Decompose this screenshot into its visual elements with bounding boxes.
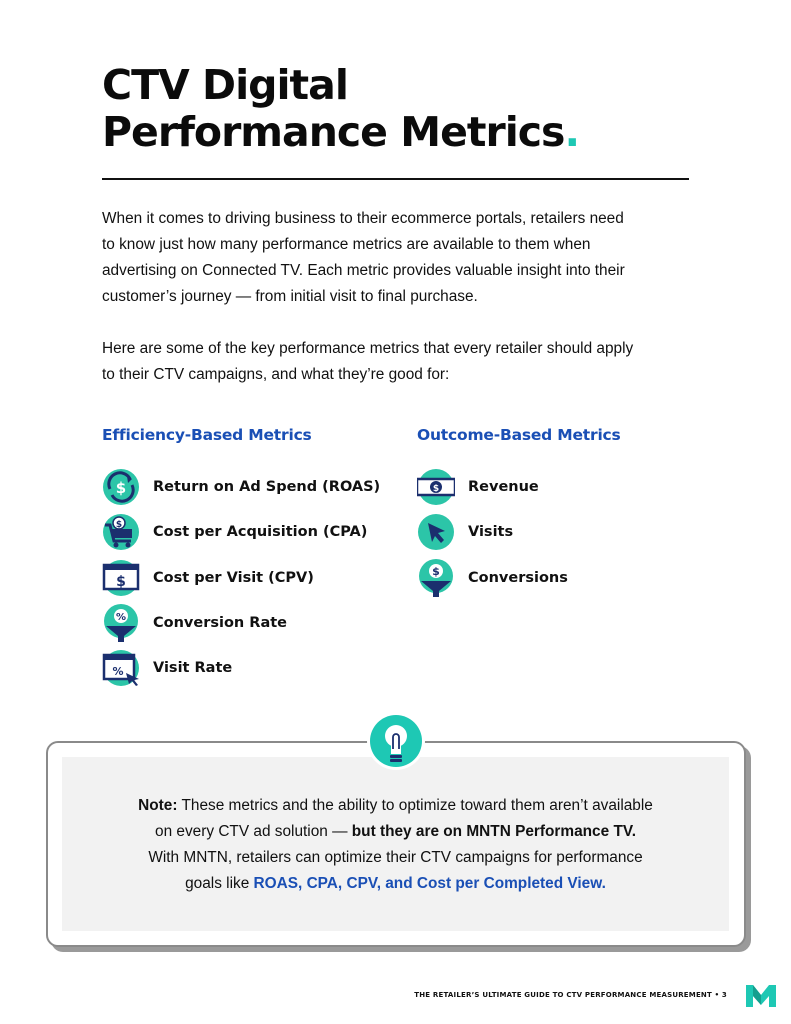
note-line-4 [62, 871, 729, 897]
intro-line: to know just how many performance metrics are available to them when [102, 236, 591, 253]
intro-line: Here are some of the key performance metrics that every retailer should apply [102, 340, 634, 357]
metric-label: Conversions [468, 570, 568, 586]
metric-label: Return on Ad Spend (ROAS) [153, 479, 381, 495]
note-line-2 [62, 819, 729, 845]
metric-cpv [102, 559, 314, 597]
page-footer: THE RETAILER’S ULTIMATE GUIDE TO CTV PERFORMANCE MEASUREMENT • 3 [414, 991, 727, 999]
title-line-2 [102, 109, 702, 156]
shopping-cart-icon [102, 513, 140, 551]
metric-label: Cost per Visit (CPV) [153, 570, 314, 586]
intro-line: advertising on Connected TV. Each metric provides valuable insight into their [102, 262, 625, 279]
metric-visits [417, 513, 513, 551]
note-text-span: These metrics and the ability to optimize toward them aren’t available [177, 797, 653, 814]
efficiency-heading: Efficiency-Based Metrics [102, 426, 312, 444]
note-text-span: goals like [185, 875, 254, 892]
cursor-icon [417, 513, 455, 551]
intro-line: When it comes to driving business to their ecommerce portals, retailers need [102, 210, 624, 227]
metric-label: Cost per Acquisition (CPA) [153, 524, 368, 540]
intro-paragraph-2 [102, 336, 692, 388]
svg-text:$: $ [116, 574, 126, 590]
svg-text:%: % [112, 665, 124, 678]
intro-paragraph-1 [102, 206, 692, 310]
title-divider [102, 178, 689, 180]
note-emphasis: but they are on MNTN Performance TV. [351, 823, 636, 840]
svg-text:$: $ [432, 484, 440, 494]
metric-label: Conversion Rate [153, 615, 288, 631]
metric-conversions [417, 559, 568, 597]
banknote-icon [417, 468, 455, 506]
dollar-funnel-icon [417, 559, 455, 597]
mntn-logo-icon [746, 983, 776, 1007]
metric-cpa [102, 513, 367, 551]
title-line-1: CTV Digital [102, 61, 348, 109]
metric-revenue [417, 468, 539, 506]
metric-label: Revenue [468, 479, 539, 495]
note-text-span: on every CTV ad solution — [155, 823, 352, 840]
percent-funnel-icon [102, 604, 140, 642]
page-title [102, 62, 702, 156]
note-text [62, 793, 729, 897]
intro-line: customer’s journey — from initial visit to final purchase. [102, 288, 478, 305]
note-line-1 [62, 793, 729, 819]
svg-text:%: % [115, 612, 127, 623]
note-line-3: With MNTN, retailers can optimize their CTV campaigns for performance [148, 849, 643, 866]
title-line-2-text: Performance Metrics [102, 108, 565, 156]
lightbulb-icon [366, 711, 426, 771]
metric-conversion-rate [102, 604, 287, 642]
metric-label: Visits [468, 524, 514, 540]
browser-dollar-icon [102, 559, 140, 597]
browser-percent-cursor-icon [102, 649, 140, 687]
note-lead: Note: [138, 797, 178, 814]
metric-visit-rate [102, 649, 232, 687]
note-highlight: ROAS, CPA, CPV, and Cost per Completed View. [253, 875, 606, 892]
svg-text:$: $ [432, 565, 440, 578]
outcome-heading: Outcome-Based Metrics [417, 426, 621, 444]
metric-roas [102, 468, 380, 506]
dollar-cycle-icon [102, 468, 140, 506]
title-accent-dot: . [564, 108, 580, 156]
svg-text:$: $ [115, 479, 127, 497]
svg-text:$: $ [115, 520, 123, 530]
metric-label: Visit Rate [153, 660, 233, 676]
intro-line: to their CTV campaigns, and what they’re good for: [102, 366, 450, 383]
